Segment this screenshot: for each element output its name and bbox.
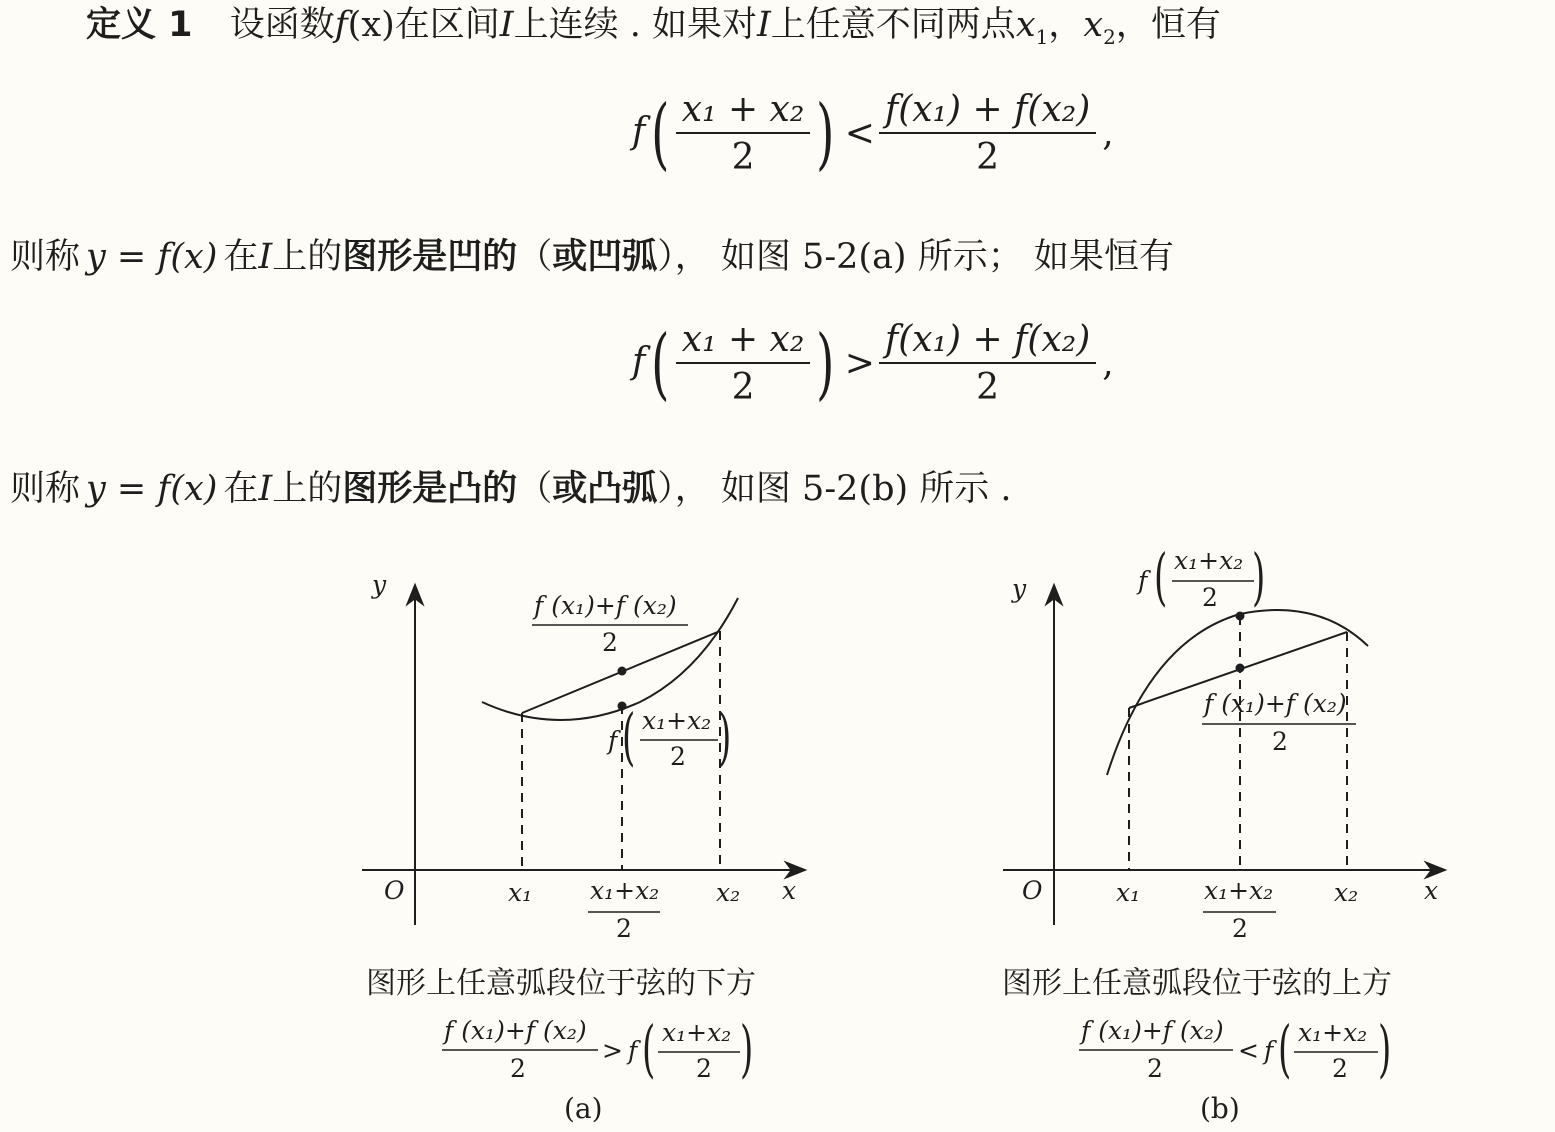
figure-b-formula-lhs-num: f (x₁)+f (x₂) bbox=[1081, 1016, 1224, 1045]
figure-a-formula-rhs-den: 2 bbox=[696, 1054, 712, 1083]
figure-b-curve-label-f: f bbox=[1138, 566, 1148, 595]
figure-a-curve-label-f: f bbox=[608, 726, 618, 755]
figure-b-y-label: y bbox=[1012, 574, 1027, 603]
figure-b-chord-label-num: f (x₁)+f (x₂) bbox=[1204, 689, 1347, 718]
figure-b-mid-den: 2 bbox=[1232, 914, 1248, 943]
figure-a-chord-label-den: 2 bbox=[602, 628, 618, 657]
figure-b-formula-rhs-num: x₁+x₂ bbox=[1298, 1018, 1368, 1047]
figure-b-formula-op: < bbox=[1238, 1036, 1259, 1065]
figure-b-caption: 图形上任意弧段位于弦的上方 bbox=[1002, 966, 1392, 1001]
definition-label: 定义 1 bbox=[86, 5, 193, 45]
figure-b-x1-tick: x₁ bbox=[1116, 878, 1141, 907]
figure-b-curve-label-den: 2 bbox=[1202, 583, 1218, 612]
figure-b-x-label: x bbox=[1424, 876, 1439, 905]
figure-b-panel-label: (b) bbox=[1200, 1092, 1240, 1125]
figure-a-curve-label-den: 2 bbox=[670, 742, 686, 771]
figure-b-formula-lhs-den: 2 bbox=[1147, 1054, 1163, 1083]
figure-a-y-label: y bbox=[372, 570, 387, 599]
figure-a-origin: O bbox=[384, 876, 405, 905]
fraction-mid: $\frac{\text{x₁ + x₂}}{2}$ bbox=[676, 92, 811, 176]
figure-a-formula-lhs-den: 2 bbox=[510, 1054, 526, 1083]
figure-a-x-label: x bbox=[782, 876, 797, 905]
figure-a-chord-label-num: f (x₁)+f (x₂) bbox=[534, 591, 677, 620]
figure-a-panel-label: (a) bbox=[564, 1092, 603, 1125]
inequality-concave: f( $\frac{\text{x₁ + x₂}}{2}$ ) < $\frac{\text{f(x₁) + f(x₂)}}{2}$ , bbox=[632, 88, 1114, 179]
inequality-convex: f( $\frac{\text{x₁ + x₂}}{2}$ ) > $\frac{\text{f(x₁) + f(x₂)}}{2}$ , bbox=[632, 318, 1114, 409]
figure-b-formula-rhs-den: 2 bbox=[1332, 1054, 1348, 1083]
definition-text-a: 设函数 bbox=[229, 5, 335, 45]
convex-definition-line: 则称 y = f(x) 在I上的图形是凸的（或凸弧）， 如图 5-2(b) 所示 . bbox=[10, 469, 1012, 509]
figure-a-x2-tick: x₂ bbox=[716, 878, 741, 907]
concave-term: 图形是凹的 bbox=[342, 237, 518, 277]
figure-b-chord-point bbox=[1236, 664, 1245, 673]
figure-b-origin: O bbox=[1022, 876, 1043, 905]
figure-b-mid-num: x₁+x₂ bbox=[1204, 876, 1274, 905]
concave-definition-line: 则称 y = f(x) 在I上的图形是凹的（或凹弧）， 如图 5-2(a) 所示； 如果恒有 bbox=[10, 237, 1174, 277]
fraction-chord: $\frac{\text{f(x₁) + f(x₂)}}{2}$ bbox=[879, 92, 1096, 176]
figure-a-chord-point bbox=[618, 667, 627, 676]
figure-b-curve-point bbox=[1236, 612, 1245, 621]
figure-b-formula-f: f bbox=[1264, 1036, 1274, 1065]
figure-b-x2-tick: x₂ bbox=[1334, 878, 1359, 907]
figure-a-caption: 图形上任意弧段位于弦的下方 bbox=[366, 966, 756, 1001]
figure-a-formula-lhs-num: f (x₁)+f (x₂) bbox=[444, 1016, 587, 1045]
convex-term: 图形是凸的 bbox=[342, 469, 518, 509]
figure-a-x1-tick: x₁ bbox=[508, 878, 533, 907]
figure-a-curve-label-num: x₁+x₂ bbox=[642, 706, 712, 735]
figure-a-formula-rhs-num: x₁+x₂ bbox=[662, 1018, 732, 1047]
figure-a-mid-den: 2 bbox=[616, 914, 632, 943]
figure-a-formula-f: f bbox=[628, 1036, 638, 1065]
definition-line: 定义 1 设函数f(x)在区间I上连续 . 如果对I上任意不同两点$x_1$，$x_2$，恒有 bbox=[86, 5, 1221, 49]
figure-b-chord-label-den: 2 bbox=[1272, 727, 1288, 756]
figure-a-formula-op: > bbox=[602, 1036, 623, 1065]
figure-b-curve-label-num: x₁+x₂ bbox=[1174, 546, 1244, 575]
figure-a-mid-num: x₁+x₂ bbox=[590, 876, 660, 905]
